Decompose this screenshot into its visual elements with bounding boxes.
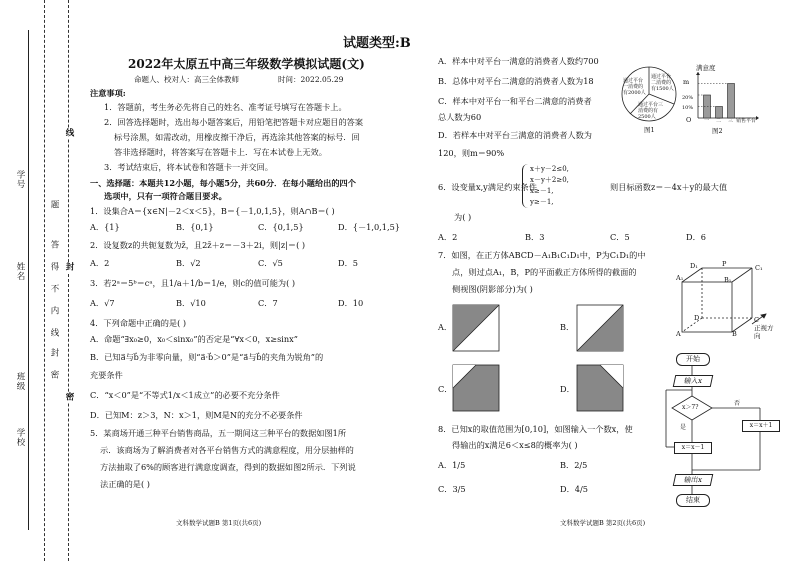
flow-yes: 是 bbox=[680, 424, 687, 431]
line-label-feng: 封 bbox=[64, 262, 74, 272]
y-axis-arrow bbox=[696, 72, 700, 75]
q1-opt-c: C．{0,1,5} bbox=[258, 222, 304, 232]
binding-line-inner bbox=[68, 0, 69, 561]
warn-char-6: 线 bbox=[49, 328, 59, 338]
cube-label-d1: D₁ bbox=[690, 262, 698, 270]
q1-opt-b: B．{0,1} bbox=[176, 222, 214, 232]
cube-label-c: C bbox=[754, 316, 759, 324]
notice-item-2b: 标号涂黑，如需改动，用橡皮擦干净后，再选涂其他答案的标号．回 bbox=[114, 132, 360, 142]
notice-item-2: 2．回答选择题时，选出每小题答案后，用铅笔把答题卡对应题目的答案 bbox=[104, 117, 364, 127]
footer-right: 文科数学试题B 第2页(共6页) bbox=[560, 519, 646, 527]
q5-line-3: 方法抽取了6%的顾客进行满意度调查，得到的数据如图2所示．下列说 bbox=[100, 462, 356, 472]
flow-minus-box: x＝x－1 bbox=[674, 442, 712, 454]
flow-plus-box: x＝x＋1 bbox=[742, 420, 780, 432]
q1-opt-d: D．{－1,0,1,5} bbox=[338, 222, 401, 232]
q7-opt-a: A． bbox=[438, 322, 453, 332]
cube-label-c1: C₁ bbox=[755, 264, 763, 272]
q2-opt-c: C．√5 bbox=[258, 258, 283, 268]
notice-item-3: 3．考试结束后，将本试卷和答题卡一并交回。 bbox=[104, 162, 273, 172]
q3-opt-c: C．7 bbox=[258, 298, 278, 308]
figure-2-bar-chart bbox=[682, 64, 762, 138]
bar-3 bbox=[728, 84, 735, 119]
q3-opt-b: B．√10 bbox=[176, 298, 206, 308]
ytick-m: m bbox=[683, 78, 690, 86]
q1-stem: 1．设集合A＝{x∈N|－2＜x＜5}，B＝{－1,0,1,5}，则A∩B＝( ) bbox=[90, 206, 335, 216]
q6-pre: 6．设变量x,y满足约束条件 bbox=[438, 182, 537, 192]
q8-opt-a: A．1/5 bbox=[438, 460, 466, 470]
flow-output: 输出x bbox=[673, 474, 714, 486]
chart-ylabel: 满意度 bbox=[696, 64, 716, 72]
section1-heading-2: 选项中，只有一项符合题目要求。 bbox=[104, 191, 227, 201]
cube-label-a: A bbox=[676, 330, 681, 338]
q3-opt-a: A．√7 bbox=[90, 298, 115, 308]
q7-opt-d: D． bbox=[560, 384, 575, 394]
exam-type: 试题类型:B bbox=[343, 36, 411, 51]
flowchart bbox=[660, 350, 790, 510]
line-label-mi: 密 bbox=[64, 392, 74, 402]
pie-seg-1: 通过平台一消费的有2000人 bbox=[623, 78, 646, 96]
student-id-label: 学号 bbox=[15, 170, 25, 189]
q3-stem: 3．若2ᵃ＝5ᵇ＝cᵃ，且1/a＋1/b＝1/e，则c的值可能为( ) bbox=[90, 278, 296, 288]
q8-line-2: 得输出的x满足6＜x≤8的概率为( ) bbox=[452, 440, 578, 450]
q7-opt-b: B． bbox=[560, 322, 575, 332]
class-label: 班级 bbox=[15, 372, 25, 391]
q6-opt-a: A．2 bbox=[438, 232, 458, 242]
warn-char-1: 题 bbox=[49, 200, 59, 210]
ytick-20: 20% bbox=[682, 95, 694, 101]
time-line: 时间：2022.05.29 bbox=[278, 75, 344, 84]
cube-label-b: B bbox=[732, 330, 737, 338]
figure-1-pie bbox=[620, 64, 678, 136]
name-label: 姓名 bbox=[15, 262, 25, 281]
warn-char-8: 密 bbox=[49, 370, 59, 380]
q5-opt-a: A．样本中对平台一满意的消费者人数约700 bbox=[438, 56, 599, 66]
q5-opt-b: B．总体中对平台二满意的消费者人数为18 bbox=[438, 76, 594, 86]
q7-option-a-figure bbox=[452, 304, 500, 352]
q4-opt-a: A．命题“∃x₀≥0，x₀＜sinx₀”的否定是“∀x＜0，x≥sinx” bbox=[90, 334, 298, 344]
q6-opt-c: C．5 bbox=[610, 232, 630, 242]
pie-caption: 图1 bbox=[644, 126, 655, 134]
notice-heading: 注意事项: bbox=[90, 88, 126, 98]
notice-item-2c: 答非选择题时，将答案写在答题卡上．写在本试卷上无效。 bbox=[114, 147, 327, 157]
q7-opt-c: C． bbox=[438, 384, 453, 394]
q5-opt-c: C．样本中对平台一和平台二满意的消费者 bbox=[438, 96, 592, 106]
q5-line-1: 5．某商场开通三种平台销售商品，五一期间这三种平台的数据如图1所 bbox=[90, 428, 347, 438]
footer-left: 文科数学试题B 第1页(共6页) bbox=[176, 519, 262, 527]
author-line: 命题人、校对人：高三全体教师 bbox=[134, 75, 239, 84]
fill-line bbox=[28, 30, 30, 530]
cube-label-a1: A₁ bbox=[676, 274, 684, 282]
constraint-1: x＋y－2≤0, bbox=[530, 165, 569, 173]
warn-char-7: 封 bbox=[49, 348, 59, 358]
q5-opt-d: D．若样本中对平台三满意的消费者人数为 bbox=[438, 130, 592, 140]
flow-start: 开始 bbox=[676, 353, 710, 366]
xtick-3: 三 bbox=[728, 118, 734, 124]
q4-opt-b: B．已知a⃗与b⃗为非零向量，则“a⃗·b⃗＞0”是“a⃗与b⃗的夹角为锐角”的 bbox=[90, 352, 324, 362]
notice-item-1: 1．答题前，考生务必先将自己的姓名、准考证号填写在答题卡上。 bbox=[104, 102, 347, 112]
q8-opt-b: B．2/5 bbox=[560, 460, 588, 470]
q7-line-1: 7．如图，在正方体ABCD－A₁B₁C₁D₁中，P为C₁D₁的中 bbox=[438, 250, 646, 260]
q8-line-1: 8．已知x的取值范围为[0,10]，如图输入一个数x，使 bbox=[438, 424, 633, 434]
ytick-10: 10% bbox=[682, 105, 694, 111]
q7-option-d-figure bbox=[576, 364, 624, 412]
cube-figure bbox=[676, 262, 776, 340]
q7-option-b-figure bbox=[576, 304, 624, 352]
q2-stem: 2．设复数z的共轭复数为z̄，且2z̄＋z＝－3＋2i，则|z|＝( ) bbox=[90, 240, 306, 250]
q6-post: 则目标函数z＝－4x＋y的最大值 bbox=[610, 182, 728, 192]
flow-no: 否 bbox=[734, 400, 741, 407]
q7-option-c-figure bbox=[452, 364, 500, 412]
q4-opt-d: D．已知M：z＞3，N：x＞1，则M是N的充分不必要条件 bbox=[90, 410, 303, 420]
q2-opt-a: A．2 bbox=[90, 258, 110, 268]
flow-condition: x＞7? bbox=[682, 404, 699, 411]
xtick-2: 二 bbox=[716, 118, 722, 124]
q5-line-4: 法正确的是( ) bbox=[100, 479, 150, 489]
flow-input: 输入x bbox=[673, 375, 714, 387]
warn-char-2: 答 bbox=[49, 240, 59, 250]
constraint-3: x≥－1, bbox=[530, 187, 554, 195]
page-title: 2022年太原五中高三年级数学模拟试题(文) bbox=[128, 57, 365, 71]
q5-line-2: 示．该商场为了解消费者对各平台销售方式的满意程度，用分层抽样的 bbox=[100, 445, 354, 455]
warn-char-4: 不 bbox=[49, 284, 59, 294]
q7-line-3: 侧视图(阴影部分)为( ) bbox=[452, 284, 533, 294]
xtick-1: 一 bbox=[704, 118, 710, 124]
q4-opt-c: C．“x＜0”是“不等式1/x＜1成立”的必要不充分条件 bbox=[90, 390, 280, 400]
cube-label-d: D bbox=[694, 314, 700, 322]
q3-opt-d: D．10 bbox=[338, 298, 364, 308]
cube-label-p: P bbox=[722, 260, 727, 268]
x-axis-arrow bbox=[756, 116, 759, 120]
pie-seg-2: 通过平台二消费的有1500人 bbox=[651, 74, 674, 92]
chart-xlabel: 销售平台 bbox=[736, 118, 757, 124]
view-direction-label: 正视方向 bbox=[754, 324, 774, 340]
q7-line-2: 点，则过点A₁，B，P的平面截正方体所得的截面的 bbox=[452, 267, 637, 277]
bar-caption: 图2 bbox=[712, 127, 723, 135]
warn-char-3: 得 bbox=[49, 262, 59, 272]
q6-opt-d: D．6 bbox=[686, 232, 706, 242]
constraint-4: y≥－1, bbox=[530, 198, 554, 206]
flow-end: 结束 bbox=[676, 494, 710, 507]
ytick-origin: O bbox=[686, 116, 692, 124]
q6-tail: 为( ) bbox=[454, 212, 472, 222]
q2-opt-b: B．√2 bbox=[176, 258, 201, 268]
constraint-2: x－y＋2≥0, bbox=[530, 176, 569, 184]
q5-opt-d-cont: 120，则m＝90% bbox=[438, 148, 505, 158]
section1-heading: 一、选择题：本题共12小题，每小题5分，共60分．在每小题给出的四个 bbox=[90, 178, 356, 188]
binding-line-outer bbox=[44, 0, 45, 561]
line-label-xian: 线 bbox=[64, 128, 74, 138]
q4-stem: 4．下列命题中正确的是( ) bbox=[90, 318, 187, 328]
q8-opt-d: D．4/5 bbox=[560, 484, 588, 494]
brace bbox=[522, 164, 529, 208]
q6-opt-b: B．3 bbox=[525, 232, 545, 242]
pie-seg-3: 通过平台三消费的有2500人 bbox=[638, 102, 664, 120]
q1-opt-a: A．{1} bbox=[90, 222, 120, 232]
cube-label-b1: B₁ bbox=[724, 276, 732, 284]
school-label: 学校 bbox=[15, 428, 25, 447]
q2-opt-d: D．5 bbox=[338, 258, 358, 268]
q8-opt-c: C．3/5 bbox=[438, 484, 466, 494]
q4-opt-b-cont: 充要条件 bbox=[90, 370, 123, 380]
warn-char-5: 内 bbox=[49, 306, 59, 316]
q5-opt-c-cont: 总人数为60 bbox=[438, 112, 482, 122]
